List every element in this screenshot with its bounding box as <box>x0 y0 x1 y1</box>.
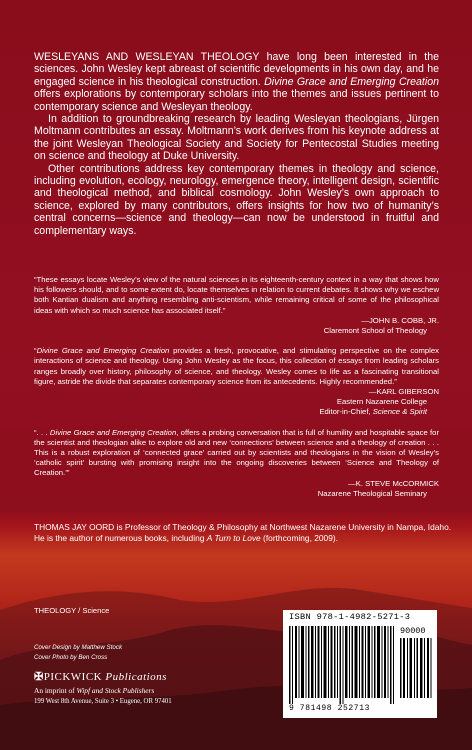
book-title-inline: Divine Grace and Emerging Creation <box>264 75 439 88</box>
publisher-info <box>34 672 172 707</box>
endorser-name: —JOHN B. COBB, JR. <box>361 315 439 325</box>
description-paragraph-3: Other contributions address key contemporary themes in theology and science, including evolution, ecology, neurology, emergence theory, intelligent design, scientific and theological method, and biblical cosmology. John Wesley’s own approach to science, explored by many contributors, offers insights for how two of humanity’s central concerns—science and theology—can now be understood in fruitful and complementary ways. <box>34 162 439 237</box>
addon-barcode-icon <box>400 638 432 698</box>
imprint-name: Wipf and Stock Publishers <box>76 686 155 695</box>
description-paragraph-2: In addition to groundbreaking research by leading Wesleyan theologians, Jürgen Moltmann contributes an essay. Moltmann’s work derives from his keynote address at the joint Wesleyan Theological Society and Society for Pentecostal Studies meeting on science and theology at Duke University. <box>34 113 439 163</box>
book-description <box>34 51 439 237</box>
endorsement-giberson: “Divine Grace and Emerging Creation provides a fresh, provocative, and stimulating perspective on the complex interactions of science and theology. Using John Wesley as the focus, this collection of essays from leading scholars ranges broadly over history, philosophy of science, and theology. Wesley comes to life as a fascinating transitional figure, astride the divide that separates contemporary science from its antecedents. Highly recommended.” —KARL GIBERSON Eastern Nazarene College Editor-in-Chief, Science & Spirit <box>34 346 439 417</box>
cover-design-credit: Cover Design by Matthew Stock <box>34 644 123 651</box>
endorsement-mccormick <box>34 428 439 499</box>
publisher-name-b: Publications <box>105 671 167 683</box>
endorsements <box>34 275 439 509</box>
book-category: THEOLOGY / Science <box>34 606 110 615</box>
description-lead: WESLEYANS AND WESLEYAN THEOLOGY <box>34 51 260 63</box>
endorser-name: —KARL GIBERSON <box>368 387 439 397</box>
cover-photo-credit: Cover Photo by Ben Cross <box>34 654 108 661</box>
author-book-title: A Turn to Love <box>206 533 261 543</box>
endorsement-prefix: “. . . <box>34 427 50 437</box>
book-title-inline: Divine Grace and Emerging Creation <box>36 346 170 356</box>
endorser-affiliation: Eastern Nazarene College <box>336 397 427 407</box>
endorsement-cobb <box>34 275 439 336</box>
description-text-1b: offers explorations by contemporary scholars into the themes and issues pertinent to contemporary science and Wesleyan theology. <box>34 88 439 113</box>
endorser-role: Editor-in-Chief, <box>319 407 373 417</box>
endorser-affiliation: Nazarene Theological Seminary <box>317 488 427 498</box>
author-bio-end: (forthcoming, 2009). <box>260 533 338 543</box>
imprint-prefix: An imprint of <box>34 686 77 695</box>
barcode-digits: 9 781498 252713 <box>289 704 371 713</box>
endorsement-text: “These essays locate Wesley’s view of the natural sciences in its eighteenth-century context in a way that shows how his followers should, and to some extent do, locate themselves in relation to current debates. It shows why we eschew both Kantian dualism and anything resembling anti-scientism, while remaining critical of some of the philosophical ideas with which so much science has associated itself.” <box>34 275 439 315</box>
endorsement-text: provides a fresh, provocative, and stimulating perspective on the complex interactions of science and theology. Using John Wesley as the focus, this collection of essays from leading scholars ranges broadly over history, philosophy of science, and theology. Wesley comes to life as a fascinating transitional figure, astride the divide that separates contemporary science from its antecedents. Highly recommended.” <box>34 346 439 386</box>
endorsement-text: , offers a probing conversation that is full of humility and hospitable space for the scientist and theologian alike to explore old and new ‘connections’ between science and a theology of creation . . . This is a robust exploration of ‘connected grace’ carried out by scientists and theologians in the vision of Wesley’s ‘catholic spirit’ bursting with promising insight into the ongoing discoveries between ‘Science and Theology of Creation.’” <box>34 427 440 478</box>
cover-credits <box>34 643 122 663</box>
book-title-inline: Divine Grace and Emerging Creation <box>49 427 177 437</box>
barcode-bars-icon <box>289 626 395 704</box>
author-bio <box>34 522 454 544</box>
price-code: 90000 <box>400 626 426 636</box>
publisher-logo-icon: ✠ <box>34 671 44 683</box>
description-text-1a: have long been interested in the sciences. John Wesley kept abreast of scientific developments in his own day, and he engaged science in his theological construction. <box>34 51 439 88</box>
author-bio-text: is Professor of Theology & Philosophy at Northwest Nazarene University in Nampa, Idaho. He is the author of numerous books, including <box>34 522 452 543</box>
isbn-number: ISBN 978-1-4982-5271-3 <box>289 612 411 622</box>
magazine-title: Science & Spirit <box>372 407 427 417</box>
endorser-affiliation: Claremont School of Theology <box>323 326 427 336</box>
author-name: THOMAS JAY OORD <box>34 522 115 532</box>
endorser-name: —K. STEVE McCORMICK <box>348 478 439 488</box>
publisher-name-a: PICKWICK <box>43 671 106 683</box>
isbn-barcode <box>283 610 437 718</box>
publisher-address: 199 West 8th Avenue, Suite 3 • Eugene, OR 97401 <box>34 698 172 705</box>
